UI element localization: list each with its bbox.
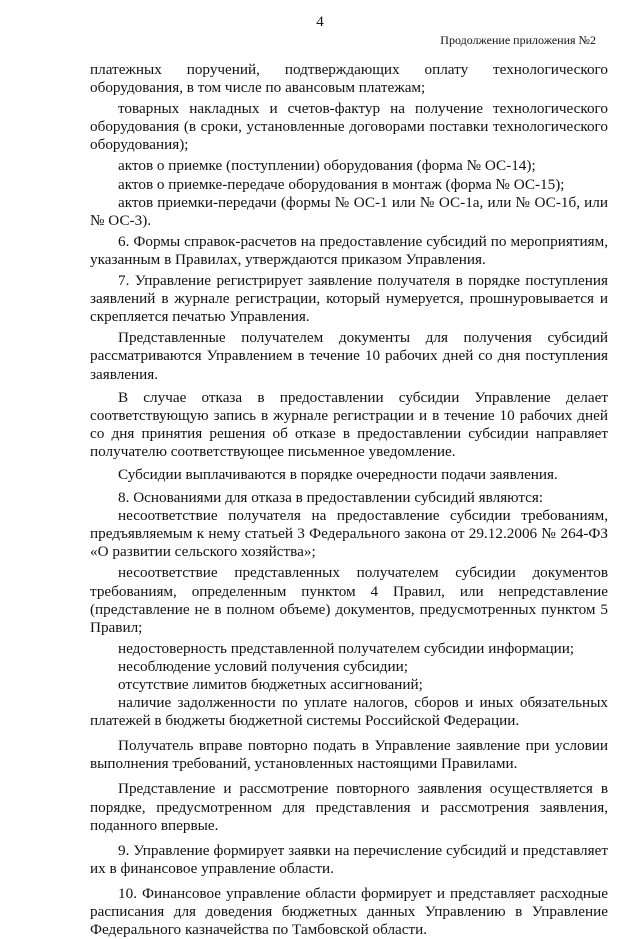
paragraph-refusal-reason-4: несоблюдение условий получения субсидии; [118, 657, 408, 675]
appendix-continuation-note: Продолжение приложения №2 [440, 33, 596, 47]
paragraph-item-9: 9. Управление формирует заявки на перечисление субсидий и представляет их в финансовое управление области. [90, 841, 608, 877]
paragraph-item-8: 8. Основаниями для отказа в предоставлении субсидий являются: [118, 489, 544, 507]
paragraph-refusal-reason-3: недостоверность представленной получателем субсидии информации; [118, 639, 575, 657]
paragraph-review-period: Представленные получателем документы для получения субсидий рассматриваются Управлением в течение 10 рабочих дней со дня поступления заявления. [90, 329, 608, 383]
paragraph-resubmission: Получатель вправе повторно подать в Управление заявление при условии выполнения требований, установленных настоящими Правилами. [90, 737, 608, 773]
paragraph-resubmission-review: Представление и рассмотрение повторного заявления осуществляется в порядке, предусмотренном для представления и рассмотрения заявления, поданного впервые. [90, 780, 608, 834]
paragraph-act-os1: актов приемки-передачи (формы № ОС-1 или № ОС-1а, или № ОС-1б, или № ОС-3). [90, 193, 608, 229]
paragraph-payment-order: Субсидии выплачиваются в порядке очередности подачи заявления. [118, 465, 558, 483]
paragraph-payment-orders: платежных поручений, подтверждающих оплату технологического оборудования, в том числе по авансовым платежам; [90, 61, 608, 97]
page-number: 4 [316, 14, 324, 30]
paragraph-refusal-reason-6: наличие задолженности по уплате налогов, сборов и иных обязательных платежей в бюджеты бюджетной системы Российской Федерации. [90, 694, 608, 730]
paragraph-item-7: 7. Управление регистрирует заявление получателя в порядке поступления заявлений в журнале регистрации, который нумеруется, прошнуровывается и скрепляется печатью Управления. [90, 272, 608, 326]
paragraph-refusal-reason-1: несоответствие получателя на предоставление субсидии требованиям, предъявляемым к нему статьей 3 Федерального закона от 29.12.2006 № 264-ФЗ «О развитии сельского хозяйства»; [90, 507, 608, 561]
paragraph-refusal-notice: В случае отказа в предоставлении субсидии Управление делает соответствующую запись в журнале регистрации и в течение 10 рабочих дней со дня принятия решения об отказе в предоставлении субсидии направляет получателю соответствующее письменное уведомление. [90, 388, 608, 460]
paragraph-refusal-reason-2: несоответствие представленных получателем субсидии документов требованиям, определенным пунктом 4 Правил, или непредставление (представление не в полном объеме) документов, предусмотренных пунктом 5 Правил; [90, 564, 608, 636]
paragraph-act-os14: актов о приемке (поступлении) оборудования (форма № ОС-14); [118, 157, 536, 175]
paragraph-item-6: 6. Формы справок-расчетов на предоставление субсидий по мероприятиям, указанным в Правилах, утверждаются приказом Управления. [90, 232, 608, 268]
paragraph-invoices: товарных накладных и счетов-фактур на получение технологического оборудования (в сроки, установленные договорами поставки технологического оборудования); [90, 100, 608, 154]
paragraph-item-10: 10. Финансовое управление области формирует и представляет расходные расписания для доведения бюджетных данных Управлению в Управление Федерального казначейства по Тамбовской области. [90, 884, 608, 939]
paragraph-refusal-reason-5: отсутствие лимитов бюджетных ассигнований; [118, 676, 423, 693]
paragraph-act-os15: актов о приемке-передаче оборудования в монтаж (форма № ОС-15); [118, 175, 565, 193]
document-body [90, 61, 608, 939]
